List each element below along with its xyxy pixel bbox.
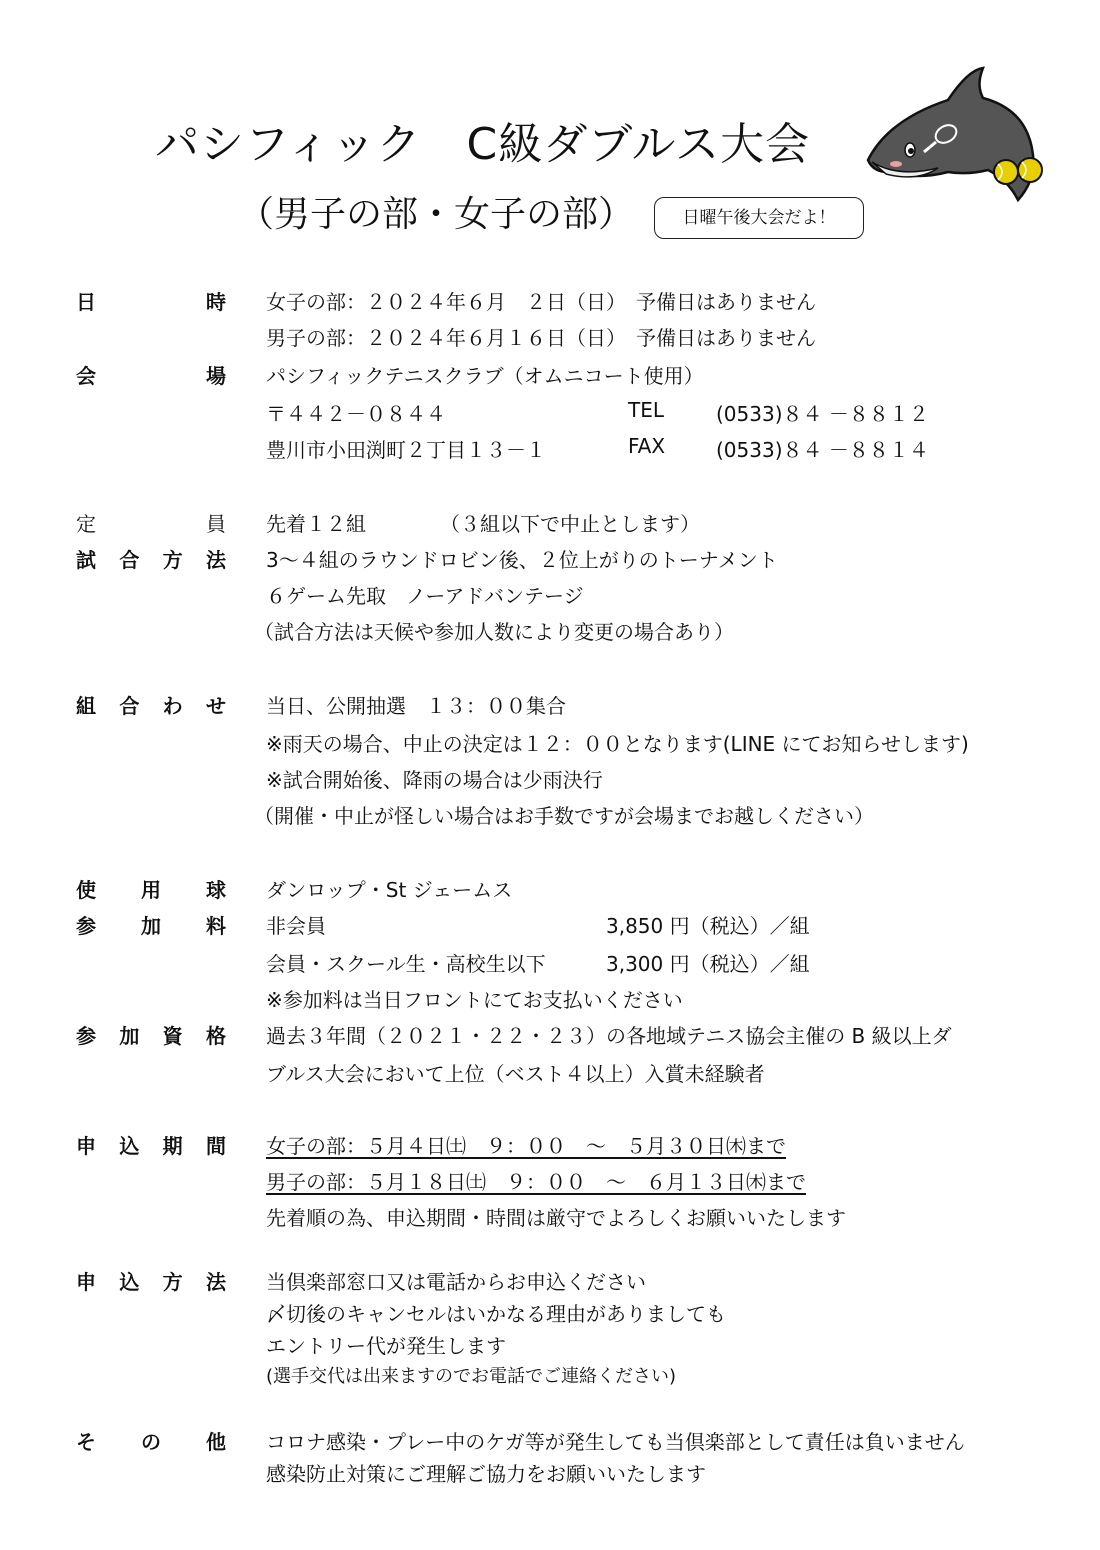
other-line2: 感染防止対策にご理解ご協力をお願いいたします bbox=[266, 1462, 706, 1486]
dolphin-mascot-icon bbox=[858, 60, 1058, 210]
format-line2: ６ゲーム先取 ノーアドバンテージ bbox=[266, 584, 584, 608]
method-line3: エントリー代が発生します bbox=[266, 1334, 506, 1358]
ball-value: ダンロップ・St ジェームス bbox=[266, 878, 513, 902]
tel-label: TEL bbox=[628, 398, 664, 422]
label-venue: 会 場 bbox=[76, 364, 226, 388]
fee-row2-price: 3,300 円（税込）／組 bbox=[606, 952, 810, 976]
venue-address: 豊川市小田渕町２丁目１３－１ bbox=[266, 438, 546, 462]
label-method: 申 込 方 法 bbox=[76, 1270, 226, 1294]
fee-row2-name: 会員・スクール生・高校生以下 bbox=[266, 952, 546, 976]
page-title: パシフィック C級ダブルス大会 bbox=[155, 119, 811, 170]
label-format: 試 合 方 法 bbox=[76, 548, 226, 572]
label-other: そ の 他 bbox=[76, 1430, 226, 1454]
period-women: 女子の部：５月４日㈯ ９：００ ～ ５月３０日㈭まで bbox=[266, 1134, 786, 1158]
venue-name: パシフィックテニスクラブ（オムニコート使用） bbox=[266, 364, 704, 388]
fax-label: FAX bbox=[628, 434, 666, 458]
method-line1: 当倶楽部窓口又は電話からお申込ください bbox=[266, 1270, 646, 1294]
speech-bubble: 日曜午後大会だよ！ bbox=[654, 197, 864, 239]
fax-number: (0533)８４ －８８１４ bbox=[716, 438, 929, 462]
draw-line2: ※雨天の場合、中止の決定は１２：００となります(LINE にてお知らせします) bbox=[266, 732, 969, 756]
label-draw: 組 合 わ せ bbox=[76, 694, 226, 718]
format-line3: （試合方法は天候や参加人数により変更の場合あり） bbox=[254, 620, 734, 644]
capacity-note: （３組以下で中止とします） bbox=[440, 512, 700, 536]
label-fee: 参 加 料 bbox=[76, 914, 226, 938]
page-subtitle: （男子の部・女子の部） bbox=[238, 194, 635, 235]
period-men: 男子の部：５月１８日㈯ ９：００ ～ ６月１３日㈭まで bbox=[266, 1170, 806, 1194]
period-note: 先着順の為、申込期間・時間は厳守でよろしくお願いいたします bbox=[266, 1206, 846, 1230]
venue-postal: 〒４４２－０８４４ bbox=[266, 402, 446, 426]
draw-line1: 当日、公開抽選 １３：００集合 bbox=[266, 694, 566, 718]
capacity-value: 先着１２組 bbox=[266, 512, 366, 536]
tel-number: (0533)８４ －８８１２ bbox=[716, 402, 929, 426]
schedule-women: 女子の部：２０２４年６月 ２日（日） 予備日はありません bbox=[266, 290, 816, 314]
other-line1: コロナ感染・プレー中のケガ等が発生しても当倶楽部として責任は負いません bbox=[266, 1430, 965, 1454]
schedule-men: 男子の部：２０２４年６月１６日（日） 予備日はありません bbox=[266, 326, 816, 350]
label-eligibility: 参 加 資 格 bbox=[76, 1024, 226, 1048]
eligibility-line2: ブルス大会において上位（ベスト４以上）入賞未経験者 bbox=[266, 1062, 765, 1086]
draw-line4: （開催・中止が怪しい場合はお手数ですが会場までお越しください） bbox=[254, 804, 874, 828]
draw-line3: ※試合開始後、降雨の場合は少雨決行 bbox=[266, 768, 603, 792]
eligibility-line1: 過去３年間（２０２１・２２・２３）の各地域テニス協会主催の B 級以上ダ bbox=[266, 1024, 952, 1048]
label-period: 申 込 期 間 bbox=[76, 1134, 226, 1158]
method-line2: 〆切後のキャンセルはいかなる理由がありましても bbox=[266, 1302, 726, 1326]
label-ball: 使 用 球 bbox=[76, 878, 226, 902]
fee-row1-name: 非会員 bbox=[266, 914, 326, 938]
label-schedule: 日 時 bbox=[76, 290, 226, 314]
fee-note: ※参加料は当日フロントにてお支払いください bbox=[266, 988, 683, 1012]
label-capacity: 定 員 bbox=[76, 512, 226, 536]
format-line1: 3～４組のラウンドロビン後、２位上がりのトーナメント bbox=[266, 548, 778, 572]
method-line4: (選手交代は出来ますのでお電話でご連絡ください) bbox=[266, 1366, 677, 1387]
fee-row1-price: 3,850 円（税込）／組 bbox=[606, 914, 810, 938]
